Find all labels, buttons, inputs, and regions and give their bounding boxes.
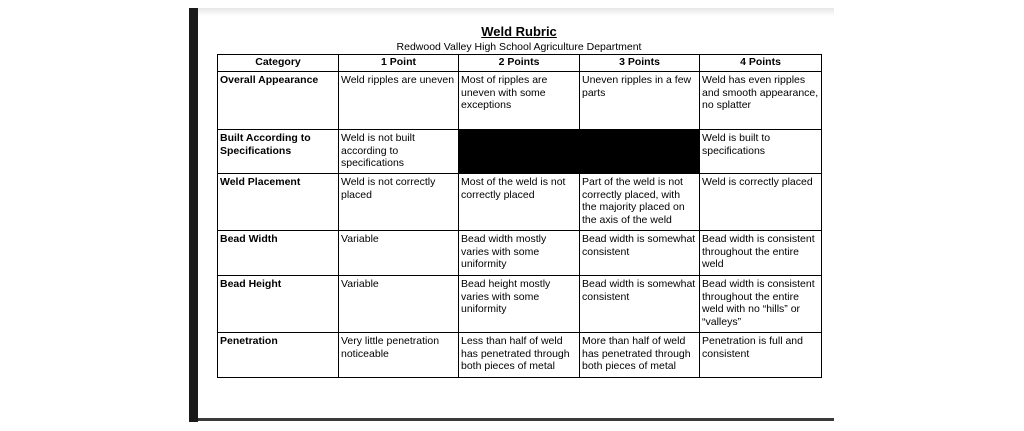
top-edge-shadow xyxy=(198,8,834,16)
score-cell: Bead width is consistent throughout the entire weld xyxy=(700,231,822,276)
score-cell: Variable xyxy=(339,276,459,333)
category-cell: Built According to Specifications xyxy=(218,130,339,174)
table-row xyxy=(218,231,822,276)
rubric-table xyxy=(217,54,822,378)
category-cell: Bead Width xyxy=(218,231,339,276)
document-page xyxy=(198,16,834,418)
score-cell: Bead width mostly varies with some uniformity xyxy=(459,231,580,276)
left-edge-bar xyxy=(189,8,198,422)
table-row xyxy=(218,276,822,333)
score-cell: Weld is not correctly placed xyxy=(339,174,459,231)
redacted-cell xyxy=(459,130,580,174)
category-cell: Weld Placement xyxy=(218,174,339,231)
category-cell: Penetration xyxy=(218,333,339,378)
header-category: Category xyxy=(218,55,339,72)
score-cell: Bead height mostly varies with some uniformity xyxy=(459,276,580,333)
header-4-points: 4 Points xyxy=(700,55,822,72)
table-row xyxy=(218,174,822,231)
document-title: Weld Rubric xyxy=(481,24,557,39)
document-subtitle: Redwood Valley High School Agriculture Department xyxy=(396,41,642,53)
score-cell: Part of the weld is not correctly placed, with the majority placed on the axis of the weld xyxy=(580,174,700,231)
score-cell: Bead width is somewhat consistent xyxy=(580,231,700,276)
score-cell: Uneven ripples in a few parts xyxy=(580,72,700,130)
score-cell: Bead width is consistent throughout the entire weld with no “hills” or “valleys” xyxy=(700,276,822,333)
score-cell: More than half of weld has penetrated through both pieces of metal xyxy=(580,333,700,378)
score-cell: Very little penetration noticeable xyxy=(339,333,459,378)
score-cell: Weld is correctly placed xyxy=(700,174,822,231)
table-row xyxy=(218,333,822,378)
table-row xyxy=(218,130,822,174)
score-cell: Bead width is somewhat consistent xyxy=(580,276,700,333)
score-cell: Variable xyxy=(339,231,459,276)
header-1-point: 1 Point xyxy=(339,55,459,72)
score-cell: Weld has even ripples and smooth appearance, no splatter xyxy=(700,72,822,130)
score-cell: Less than half of weld has penetrated through both pieces of metal xyxy=(459,333,580,378)
score-cell: Weld is not built according to specifications xyxy=(339,130,459,174)
redacted-cell xyxy=(580,130,700,174)
score-cell: Most of ripples are uneven with some exceptions xyxy=(459,72,580,130)
header-2-points: 2 Points xyxy=(459,55,580,72)
score-cell: Most of the weld is not correctly placed xyxy=(459,174,580,231)
header-3-points: 3 Points xyxy=(580,55,700,72)
bottom-edge-bar xyxy=(198,418,834,421)
score-cell: Weld is built to specifications xyxy=(700,130,822,174)
category-cell: Bead Height xyxy=(218,276,339,333)
score-cell: Weld ripples are uneven xyxy=(339,72,459,130)
category-cell: Overall Appearance xyxy=(218,72,339,130)
score-cell: Penetration is full and consistent xyxy=(700,333,822,378)
table-header-row xyxy=(218,55,822,72)
table-row xyxy=(218,72,822,130)
